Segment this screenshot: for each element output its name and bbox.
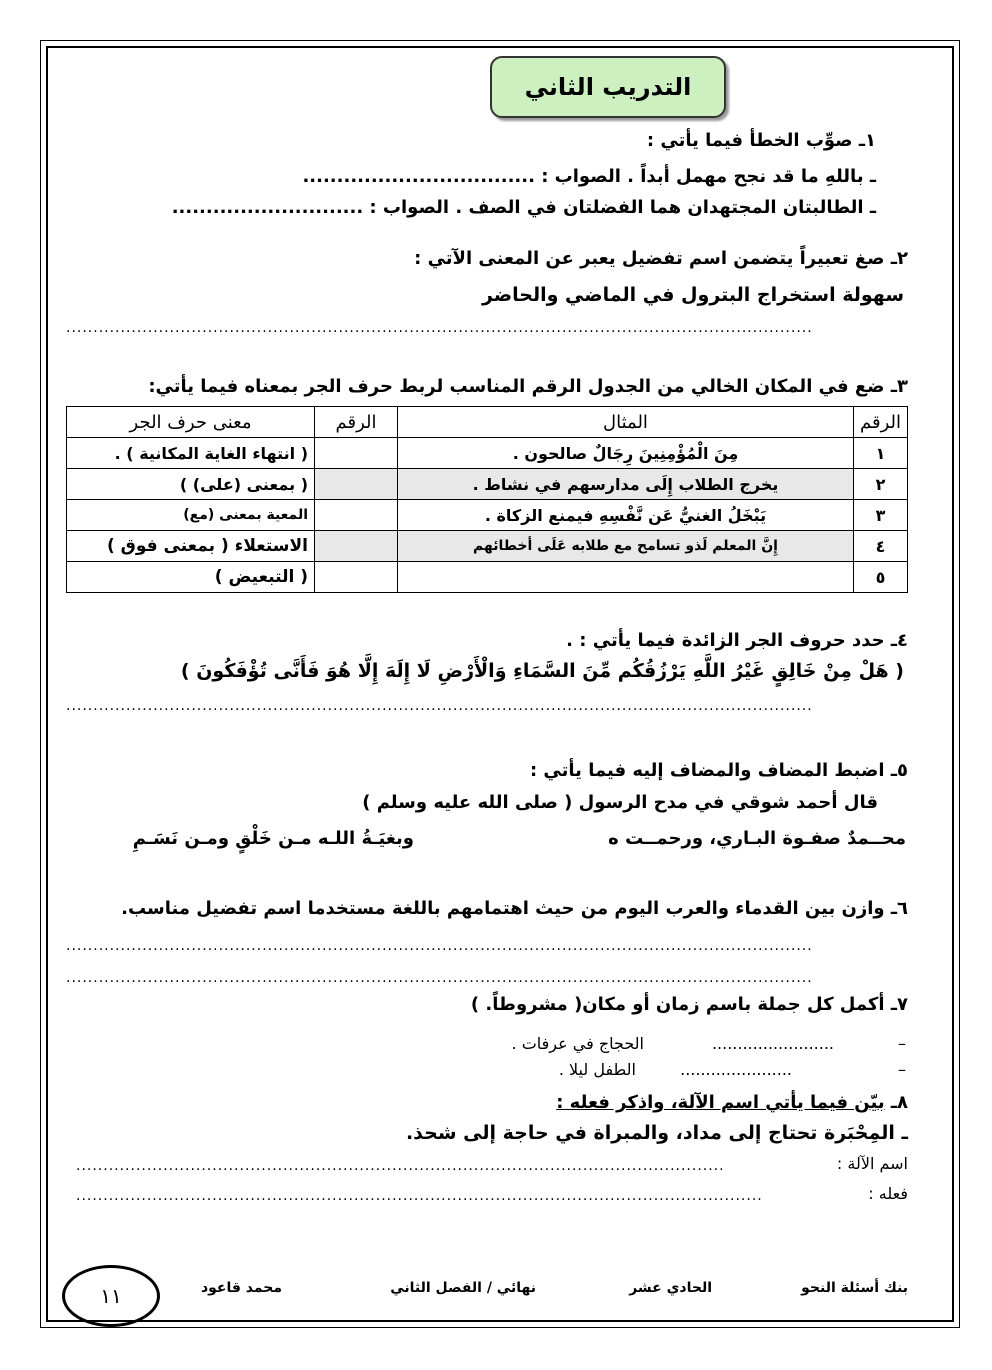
row-meaning: ( التبعيض )	[67, 562, 315, 593]
q6-answer-line-2: .........................................................................................................................................	[66, 970, 813, 986]
row-example: يَبْخَلُ الغنيُّ عَن نَّفْسِهِ فيمنع الزكاة .	[398, 500, 854, 531]
row-number: ٢	[853, 469, 907, 500]
row-meaning: المعية بمعنى (مع)	[67, 500, 315, 531]
row-meaning: ( انتهاء الغاية المكانية ) .	[67, 438, 315, 469]
header-example: المثال	[398, 407, 854, 438]
page-number: ١١	[100, 1284, 122, 1308]
row-blank-cell	[315, 500, 398, 531]
row-blank-cell	[315, 438, 398, 469]
row-meaning: ( بمعنى (على) )	[67, 469, 315, 500]
row-example: يخرج الطلاب إِلَى مدارسهم في نشاط .	[398, 469, 854, 500]
q2-heading: ٢ـ صغ تعبيراً يتضمن اسم تفضيل يعبر عن المعنى الآتي :	[414, 248, 908, 269]
table-row	[67, 562, 908, 593]
q8-verb-answer-line: ..............................................................................................................................	[76, 1188, 763, 1204]
row-number: ١	[853, 438, 907, 469]
footer-term: نهائي / الفصل الثاني	[390, 1280, 536, 1296]
row-number: ٤	[853, 531, 907, 562]
q3-heading: ٣ـ ضع في المكان الخالي من الجدول الرقم المناسب لربط حرف الجر بمعناه فيما يأتي:	[148, 376, 908, 397]
q5-verse-right: محــمدٌ صفـوة البـاري، ورحمــت ه	[608, 828, 906, 849]
row-example: إِنَّ المعلم لَذو تسامح مع طلابه عَلَى أخطائهم	[398, 531, 854, 562]
q7-dots-2: ......................	[680, 1060, 792, 1079]
title-box	[490, 56, 726, 118]
q7-text-1: الحجاج في عرفات .	[511, 1034, 644, 1053]
q1-line2: ـ الطالبتان المجتهدان هما الفضلتان في الصف . الصواب : ............................	[171, 197, 876, 218]
q6-answer-line-1: .........................................................................................................................................	[66, 938, 813, 954]
q1-line1: ـ باللهِ ما قد نجح مهمل أبداً . الصواب : ..................................	[302, 166, 876, 187]
q8-label-verb: فعله :	[868, 1184, 908, 1203]
table-row	[67, 531, 908, 562]
q8-tool-answer-line: .......................................................................................................................	[76, 1158, 725, 1174]
header-number: الرقم	[853, 407, 907, 438]
q5-verse-left: وبغيَـةُ اللـه مـن خَلْقٍ ومـن نَسَـمِ	[132, 828, 414, 849]
row-example: مِنَ الْمُؤْمِنِينَ رِجَالٌ صالحون .	[398, 438, 854, 469]
q8-heading-line	[556, 1092, 908, 1113]
footer-grade: الحادي عشر	[629, 1280, 712, 1296]
page-number-ellipse	[62, 1265, 160, 1327]
footer-bank: بنك أسئلة النحو	[801, 1280, 908, 1296]
footer-author: محمد قاعود	[200, 1280, 282, 1296]
q7-text-2: الطفل ليلا .	[558, 1060, 636, 1079]
q7-dash-1: –	[898, 1034, 906, 1053]
q8-label-tool: اسم الآلة :	[836, 1154, 908, 1173]
q7-dots-1: ........................	[711, 1034, 834, 1053]
q7-heading: ٧ـ أكمل كل جملة باسم زمان أو مكان( مشروطاً. )	[470, 994, 908, 1015]
q5-heading: ٥ـ اضبط المضاف والمضاف إليه فيما يأتي :	[529, 760, 908, 781]
q2-line: سهولة استخراج البترول في الماضي والحاضر	[481, 284, 904, 306]
q8-number: ٨ـ	[884, 1092, 908, 1113]
table-row	[67, 500, 908, 531]
row-number: ٥	[853, 562, 907, 593]
q5-intro: قال أحمد شوقي في مدح الرسول ( صلى الله عليه وسلم )	[362, 792, 878, 813]
table-row	[67, 469, 908, 500]
q2-answer-line: .........................................................................................................................................	[66, 320, 813, 336]
q8-sentence: ـ المِحْبَرة تحتاج إلى مداد، والمبراة في حاجة إلى شحذ.	[405, 1122, 908, 1144]
q7-dash-2: –	[898, 1060, 906, 1079]
matching-table	[66, 406, 908, 593]
row-example	[398, 562, 854, 593]
row-blank-cell	[315, 531, 398, 562]
row-blank-cell	[315, 469, 398, 500]
row-blank-cell	[315, 562, 398, 593]
q4-verse: ( هَلْ مِنْ خَالِقٍ غَيْرُ اللَّهِ يَرْزُقُكُم مِّنَ السَّمَاءِ وَالْأَرْضِ لَا إِلَهَ إِلَّا هُوَ فَأَنَّى تُؤْفَكُونَ )	[180, 660, 904, 682]
row-meaning: الاستعلاء ( بمعنى فوق )	[67, 531, 315, 562]
q4-heading: ٤ـ حدد حروف الجر الزائدة فيما يأتي : .	[566, 630, 908, 651]
header-meaning: معنى حرف الجر	[67, 407, 315, 438]
table-row	[67, 438, 908, 469]
q6-heading: ٦ـ وازن بين القدماء والعرب اليوم من حيث اهتمامهم باللغة مستخدما اسم تفضيل مناسب.	[121, 898, 908, 919]
header-blank-number: الرقم	[315, 407, 398, 438]
page-title: التدريب الثاني	[524, 73, 692, 101]
q1-heading: ١ـ صوِّب الخطأ فيما يأتي :	[646, 130, 876, 151]
q8-heading: بيّن فيما يأتي اسم الآلة، واذكر فعله :	[556, 1092, 885, 1113]
q4-answer-line: .........................................................................................................................................	[66, 698, 813, 714]
row-number: ٣	[853, 500, 907, 531]
table-header-row	[67, 407, 908, 438]
